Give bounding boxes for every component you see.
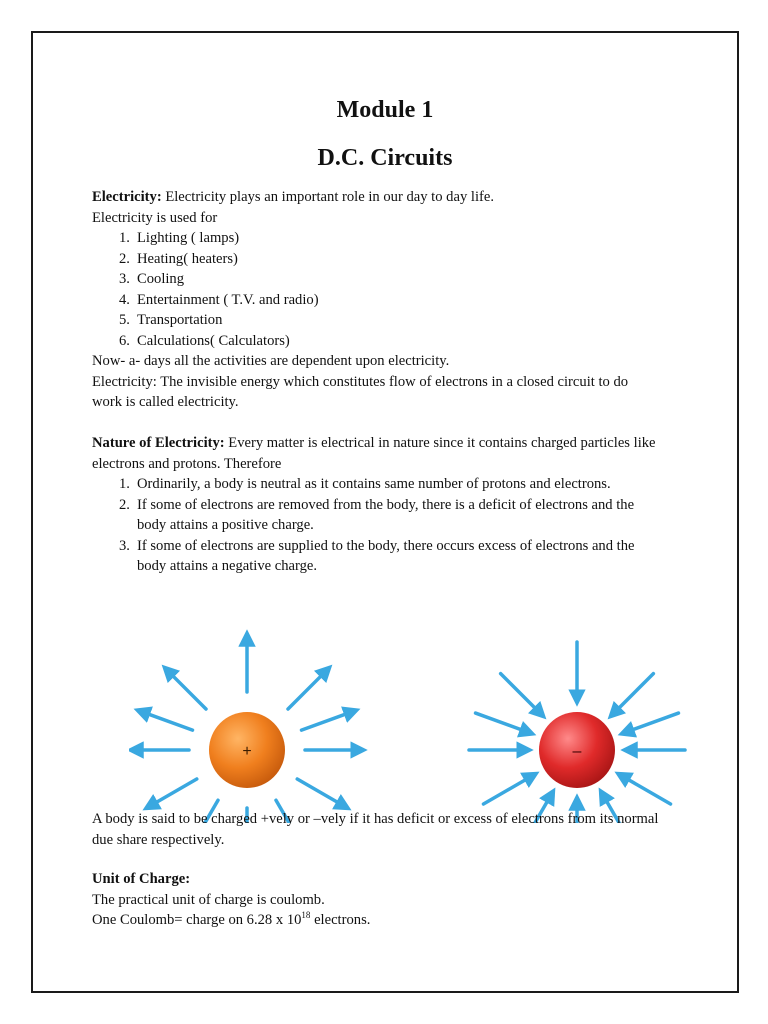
topic-title: D.C. Circuits: [317, 145, 453, 171]
outward-arrow: [168, 671, 206, 709]
nature-label: Nature of Electricity:: [92, 435, 225, 451]
list-text: Cooling: [137, 271, 185, 287]
list-item: [92, 249, 712, 270]
list-number: 1.: [119, 230, 130, 246]
inward-arrow: [614, 674, 654, 714]
list-continuation: body attains a negative charge.: [137, 558, 318, 574]
nature-section: [92, 433, 712, 577]
list-text: Calculations( Calculators): [137, 332, 290, 349]
electricity-intro-text: Electricity plays an important role in our day to day life.: [161, 189, 495, 205]
dependence-text: Now- a- days all the activities are dependent upon electricity.: [92, 353, 450, 369]
nature-intro-text: Every matter is electrical in nature since it contains charged particles like: [224, 435, 656, 451]
list-text: If some of electrons are supplied to the body, there occurs excess of electrons and the: [137, 537, 635, 554]
inward-arrow: [622, 776, 670, 804]
coulomb-definition: [92, 910, 712, 931]
definition-line-1: Electricity: The invisible energy which constitutes flow of electrons in a closed circuit to do: [92, 373, 629, 390]
outward-arrow: [288, 671, 326, 709]
electricity-intro: [92, 187, 712, 208]
charged-body-line-1: A body is said to be charged +vely or –vely if it has deficit or excess of electrons from its normal: [92, 811, 659, 827]
positive-charge-diagram: [129, 603, 369, 823]
inward-arrow: [483, 776, 531, 804]
list-item: [92, 536, 712, 557]
list-number: 3.: [119, 537, 130, 554]
electricity-label: Electricity:: [92, 189, 162, 205]
unit-practical: The practical unit of charge is coulomb.: [92, 891, 325, 908]
unit-heading: Unit of Charge:: [92, 871, 191, 887]
list-text: Transportation: [137, 312, 223, 328]
list-continuation: body attains a positive charge.: [137, 517, 314, 533]
outward-arrow: [150, 779, 197, 806]
list-number: 2.: [119, 496, 130, 513]
outward-arrow: [142, 712, 193, 730]
coulomb-prefix: One Coulomb= charge on 6.28 x 10: [92, 912, 302, 928]
module-title: Module 1: [336, 97, 434, 123]
nature-intro-line-2: electrons and protons. Therefore: [92, 455, 282, 472]
list-text: Entertainment ( T.V. and radio): [137, 291, 319, 308]
definition-line-2: work is called electricity.: [92, 394, 239, 410]
negative-charge-diagram: [465, 603, 705, 823]
plus-sign: +: [242, 743, 252, 760]
charged-body-section: [92, 809, 712, 850]
outward-arrow: [302, 712, 353, 730]
list-number: 1.: [119, 476, 130, 492]
list-item: [92, 331, 712, 352]
inward-arrow: [501, 674, 541, 714]
inward-arrow: [476, 713, 529, 732]
coulomb-exponent: 18: [301, 910, 311, 921]
list-item: [92, 310, 712, 331]
document-page: [31, 31, 739, 993]
list-text: If some of electrons are removed from the body, there is a deficit of electrons and the: [137, 496, 635, 513]
list-item: [92, 228, 712, 249]
list-item: [92, 474, 712, 495]
list-text: Ordinarily, a body is neutral as it contains same number of protons and electrons.: [137, 476, 611, 492]
coulomb-suffix: electrons.: [310, 912, 371, 928]
unit-section: [92, 869, 712, 931]
nature-intro-line-1: [92, 433, 712, 454]
list-number: 3.: [119, 271, 130, 287]
list-item: [92, 495, 712, 516]
list-item: [92, 290, 712, 311]
minus-sign: –: [572, 743, 582, 760]
used-for-text: Electricity is used for: [92, 209, 218, 226]
list-number: 2.: [119, 250, 130, 267]
inward-arrow: [626, 713, 679, 732]
list-number: 6.: [119, 332, 130, 349]
charged-body-line-2: due share respectively.: [92, 831, 225, 848]
outward-arrow: [297, 779, 344, 806]
list-number: 5.: [119, 312, 130, 328]
list-number: 4.: [119, 291, 130, 308]
list-item: [92, 269, 712, 290]
list-text: Heating( heaters): [137, 250, 238, 267]
electricity-section: [92, 187, 712, 413]
list-text: Lighting ( lamps): [137, 230, 240, 246]
